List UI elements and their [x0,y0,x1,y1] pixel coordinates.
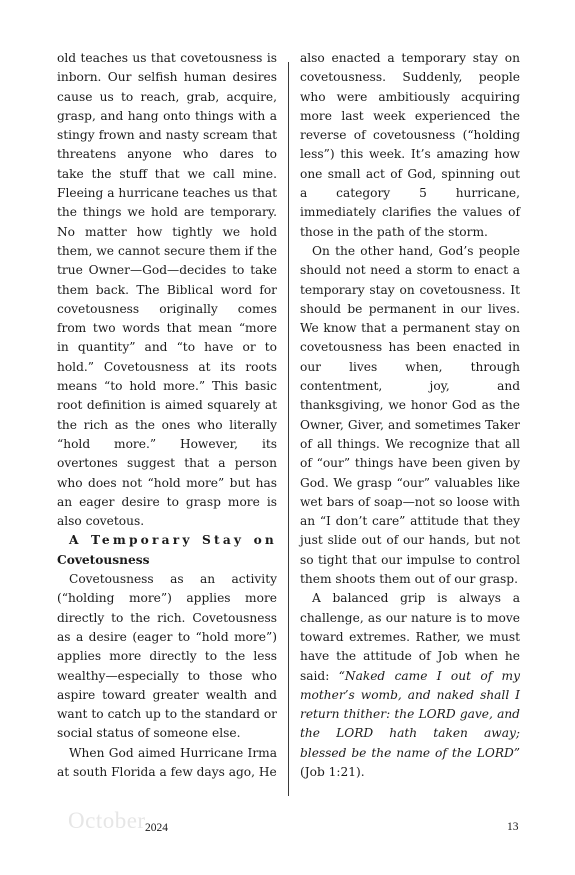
body-paragraph: also enacted a temporary stay on covetousness. Suddenly, people who were ambitiously acquiring more last week experienced the reverse of covetousness (“holding less”) this week. It’s amazing how one small act of God, spinning out a category 5 hurricane, immediately clarifies the values of those in the path of the storm. [300,51,520,239]
body-paragraph: On the other hand, God’s people should not need a storm to enact a temporary stay on covetousness. It should be permanent in our lives. We know that a permanent stay on covetousness has been enacted in our lives when, through contentment, joy, and thanksgiving, we honor God as the Owner, Giver, and sometimes Taker of all things. We recognize that all of “our” things have been given by God. We grasp “our” valuables like wet bars of soap—not so loose with an “I don’t care” attitude that they just slide out of our hands, but not so tight that our impulse to control them shoots them out of our grasp. [300,243,520,587]
section-heading-line-1: A Temporary Stay on [69,533,277,548]
left-column [57,49,277,782]
body-paragraph: Covetousness as an activity (“holding more”) applies more directly to the rich. Covetousness as a desire (eager to “hold more”) applies more directly to the less wealthy—especially to those who aspire toward greater wealth and want to catch up to the standard or social status of someone else. [57,572,277,741]
page-number: 13 [507,821,519,833]
right-column [300,49,520,782]
scripture-quote: “Naked came I out of my mother’s womb, and naked shall I return thither: the LORD gave, and the LORD hath taken away; blessed be the name of the LORD” [300,668,520,760]
section-heading-line-2: Covetousness [57,552,150,567]
column-divider [288,62,289,796]
footer-year: 2024 [145,822,168,834]
body-paragraph: When God aimed Hurricane Irma at south Florida a few days ago, He [57,745,277,779]
section-heading [57,531,277,570]
body-paragraph [300,589,520,782]
paragraph-intro: A balanced grip is always a challenge, as our nature is to move toward extremes. Rather, we must have the attitude of Job when he said: [300,591,520,683]
body-paragraph: old teaches us that covetousness is inborn. Our selfish human desires cause us to reach, grab, acquire, grasp, and hang onto things with a stingy frown and nasty scream that threatens anyone who dares to take the stuff that we call mine. Fleeing a hurricane teaches us that the things we hold are temporary. No matter how tightly we hold them, we cannot secure them if the true Owner—God—decides to take them back. The Biblical word for covetousness originally comes from two words that mean “more in quantity” and “to have or to hold.” Covetousness at its roots means “to hold more.” This basic root definition is aimed squarely at the rich as the ones who literally “hold more.” However, its overtones suggest that a person who does not “hold more” but has an eager desire to grasp more is also covetous. [57,51,277,529]
scripture-citation: (Job 1:21). [300,764,365,779]
footer-month: October [68,808,146,833]
